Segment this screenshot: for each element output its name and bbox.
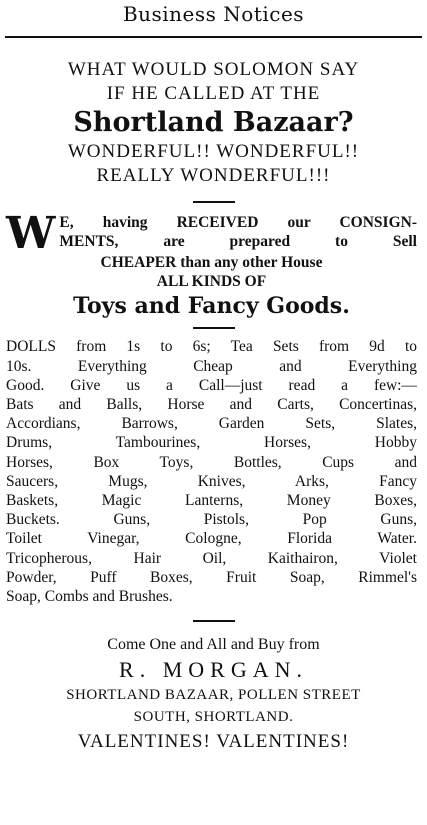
items-line: Good. Give us a Call—just read a few:— xyxy=(6,376,417,394)
headline-line-2: IF HE CALLED AT THE xyxy=(106,83,321,104)
intro-line-2: MENTS, are prepared to Sell xyxy=(59,233,417,251)
intro-paragraph xyxy=(6,208,417,321)
items-line: Saucers, Mugs, Knives, Arks, Fancy xyxy=(6,472,417,490)
items-line: Drums, Tambourines, Horses, Hobby xyxy=(6,434,417,452)
items-line: Buckets. Guns, Pistols, Pop Guns, xyxy=(6,511,417,529)
items-paragraph xyxy=(6,337,417,606)
items-line: Soap, Combs and Brushes. xyxy=(6,588,173,606)
items-line: DOLLS from 1s to 6s; Tea Sets from 9d to xyxy=(6,338,417,356)
items-line: Toilet Vinegar, Cologne, Florida Water. xyxy=(6,530,417,548)
footer-line-1: Come One and All and Buy from xyxy=(107,636,320,654)
items-line: 10s. Everything Cheap and Everything xyxy=(6,357,417,375)
items-line: Horses, Box Toys, Bottles, Cups and xyxy=(6,453,417,471)
divider-3 xyxy=(193,620,235,622)
items-line: Bats and Balls, Horse and Carts, Concertinas, xyxy=(6,396,417,414)
divider-1 xyxy=(193,201,235,203)
intro-line-4: ALL KINDS OF xyxy=(156,273,267,291)
headline-block xyxy=(0,58,427,188)
intro-line-3: CHEAPER than any other House xyxy=(100,254,323,271)
items-line: Tricopherous, Hair Oil, Kaithairon, Violet xyxy=(6,549,417,567)
shop-name: Shortland Bazaar? xyxy=(73,107,354,138)
items-line: Accordians, Barrows, Garden Sets, Slates, xyxy=(6,415,417,433)
divider-2 xyxy=(193,327,235,329)
items-line: Baskets, Magic Lanterns, Money Boxes, xyxy=(6,492,417,510)
dropcap-letter: W xyxy=(6,208,56,259)
merchant-name: R. MORGAN. xyxy=(119,657,308,683)
address-line-2: SOUTH, SHORTLAND. xyxy=(133,709,294,726)
valentines-line: VALENTINES! VALENTINES! xyxy=(77,731,350,753)
footer-block xyxy=(0,634,427,756)
items-line: Powder, Puff Boxes, Fruit Soap, Rimmel's xyxy=(6,568,417,586)
headline-line-1: WHAT WOULD SOLOMON SAY xyxy=(67,59,360,80)
header-rule xyxy=(5,36,422,38)
headline-line-4: REALLY WONDERFUL!!! xyxy=(96,165,331,186)
toys-heading: Toys and Fancy Goods. xyxy=(73,293,350,320)
section-title: Business Notices xyxy=(122,2,305,26)
address-line-1: SHORTLAND BAZAAR, POLLEN STREET xyxy=(66,687,361,704)
headline-line-3: WONDERFUL!! WONDERFUL!! xyxy=(67,141,360,162)
intro-line-1: E, having RECEIVED our CONSIGN- xyxy=(59,214,417,231)
